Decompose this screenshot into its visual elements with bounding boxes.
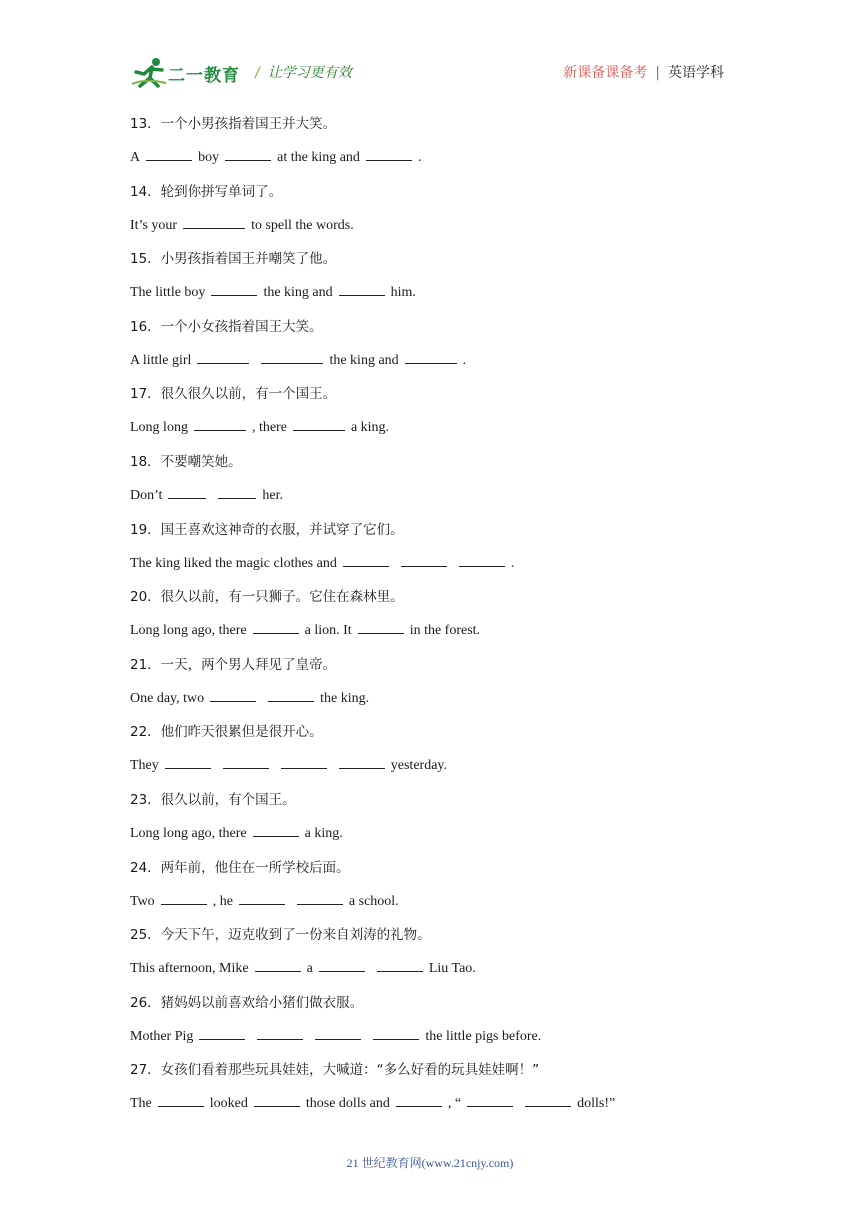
answer-blank[interactable] [373, 1026, 419, 1040]
question-chinese: 15．小男孩指着国王并嘲笑了他。 [130, 251, 337, 268]
question-english: They yesterday. [130, 755, 447, 774]
answer-blank[interactable] [197, 350, 249, 364]
header-separator: | [655, 65, 660, 81]
answer-blank[interactable] [366, 147, 412, 161]
exercise-item [130, 987, 730, 1055]
answer-blank[interactable] [218, 485, 256, 499]
question-english: It’s your to spell the words. [130, 215, 354, 234]
slogan-slash: / [255, 65, 260, 81]
question-english: One day, two the king. [130, 688, 369, 707]
question-chinese: 22．他们昨天很累但是很开心。 [130, 724, 323, 741]
question-chinese: 20．很久以前，有一只狮子。它住在森林里。 [130, 589, 404, 606]
header-tags [563, 62, 724, 82]
answer-blank[interactable] [161, 891, 207, 905]
question-chinese: 27．女孩们看着那些玩具娃娃，大喊道：“多么好看的玩具娃娃啊！” [130, 1062, 540, 1079]
answer-blank[interactable] [225, 147, 271, 161]
answer-blank[interactable] [146, 147, 192, 161]
answer-blank[interactable] [257, 1026, 303, 1040]
answer-blank[interactable] [315, 1026, 361, 1040]
question-english: Long long ago, there a lion. It in the forest. [130, 620, 480, 639]
answer-blank[interactable] [183, 215, 245, 229]
answer-blank[interactable] [467, 1093, 513, 1107]
question-english: Long long , there a king. [130, 417, 389, 436]
exercise-item [130, 1054, 730, 1122]
exercise-item [130, 378, 730, 446]
answer-blank[interactable] [525, 1093, 571, 1107]
answer-blank[interactable] [253, 620, 299, 634]
question-chinese: 23．很久以前，有个国王。 [130, 791, 296, 808]
answer-blank[interactable] [199, 1026, 245, 1040]
question-chinese: 17．很久很久以前，有一个国王。 [130, 386, 337, 403]
question-chinese: 26．猪妈妈以前喜欢给小猪们做衣服。 [130, 994, 364, 1011]
answer-blank[interactable] [261, 350, 323, 364]
answer-blank[interactable] [223, 755, 269, 769]
answer-blank[interactable] [343, 553, 389, 567]
question-english: A little girl the king and . [130, 350, 466, 369]
answer-blank[interactable] [319, 958, 365, 972]
question-english: The looked those dolls and , “ dolls!” [130, 1093, 615, 1112]
page-footer: 21 世纪教育网(www.21cnjy.com) [346, 1156, 514, 1170]
exercise-item [130, 649, 730, 717]
exercise-item [130, 176, 730, 244]
answer-blank[interactable] [165, 755, 211, 769]
answer-blank[interactable] [210, 688, 256, 702]
logo [130, 56, 252, 90]
question-chinese: 18．不要嘲笑她。 [130, 453, 242, 470]
exercise-item [130, 716, 730, 784]
exercise-item [130, 514, 730, 582]
exercise-item [130, 581, 730, 649]
answer-blank[interactable] [239, 891, 285, 905]
exercise-list [130, 108, 730, 1122]
answer-blank[interactable] [377, 958, 423, 972]
logo-text: 二一教育 [168, 66, 240, 86]
answer-blank[interactable] [281, 755, 327, 769]
answer-blank[interactable] [158, 1093, 204, 1107]
question-english: Don’t her. [130, 485, 283, 504]
answer-blank[interactable] [405, 350, 457, 364]
question-chinese: 24．两年前，他住在一所学校后面。 [130, 859, 350, 876]
question-chinese: 16．一个小女孩指着国王大笑。 [130, 318, 323, 335]
answer-blank[interactable] [396, 1093, 442, 1107]
answer-blank[interactable] [297, 891, 343, 905]
question-chinese: 19．国王喜欢这神奇的衣服，并试穿了它们。 [130, 521, 404, 538]
question-chinese: 25．今天下午，迈克收到了一份来自刘涛的礼物。 [130, 927, 431, 944]
exercise-item [130, 784, 730, 852]
question-english: A boy at the king and . [130, 147, 421, 166]
exercise-item [130, 919, 730, 987]
exercise-item [130, 108, 730, 176]
exercise-item [130, 852, 730, 920]
question-english: Two , he a school. [130, 891, 399, 910]
question-chinese: 14．轮到你拼写单词了。 [130, 183, 283, 200]
exercise-item [130, 243, 730, 311]
question-english: This afternoon, Mike a Liu Tao. [130, 958, 476, 977]
question-english: The king liked the magic clothes and . [130, 553, 514, 572]
answer-blank[interactable] [401, 553, 447, 567]
header-tag-subject: 英语学科 [668, 65, 724, 81]
slogan [255, 62, 352, 82]
exercise-item [130, 446, 730, 514]
question-english: Mother Pig the little pigs before. [130, 1026, 541, 1045]
answer-blank[interactable] [194, 417, 246, 431]
slogan-text: 让学习更有效 [267, 65, 352, 81]
question-chinese: 21．一天，两个男人拜见了皇帝。 [130, 656, 337, 673]
answer-blank[interactable] [293, 417, 345, 431]
answer-blank[interactable] [168, 485, 206, 499]
answer-blank[interactable] [211, 282, 257, 296]
header-tag-course: 新课备课备考 [563, 65, 648, 81]
question-chinese: 13．一个小男孩指着国王并大笑。 [130, 116, 337, 132]
answer-blank[interactable] [339, 755, 385, 769]
answer-blank[interactable] [255, 958, 301, 972]
question-english: The little boy the king and him. [130, 282, 416, 301]
answer-blank[interactable] [254, 1093, 300, 1107]
answer-blank[interactable] [268, 688, 314, 702]
exercise-item [130, 311, 730, 379]
answer-blank[interactable] [339, 282, 385, 296]
page-header [130, 56, 730, 90]
runner-logo-icon [130, 56, 170, 90]
question-english: Long long ago, there a king. [130, 823, 343, 842]
answer-blank[interactable] [459, 553, 505, 567]
answer-blank[interactable] [253, 823, 299, 837]
answer-blank[interactable] [358, 620, 404, 634]
